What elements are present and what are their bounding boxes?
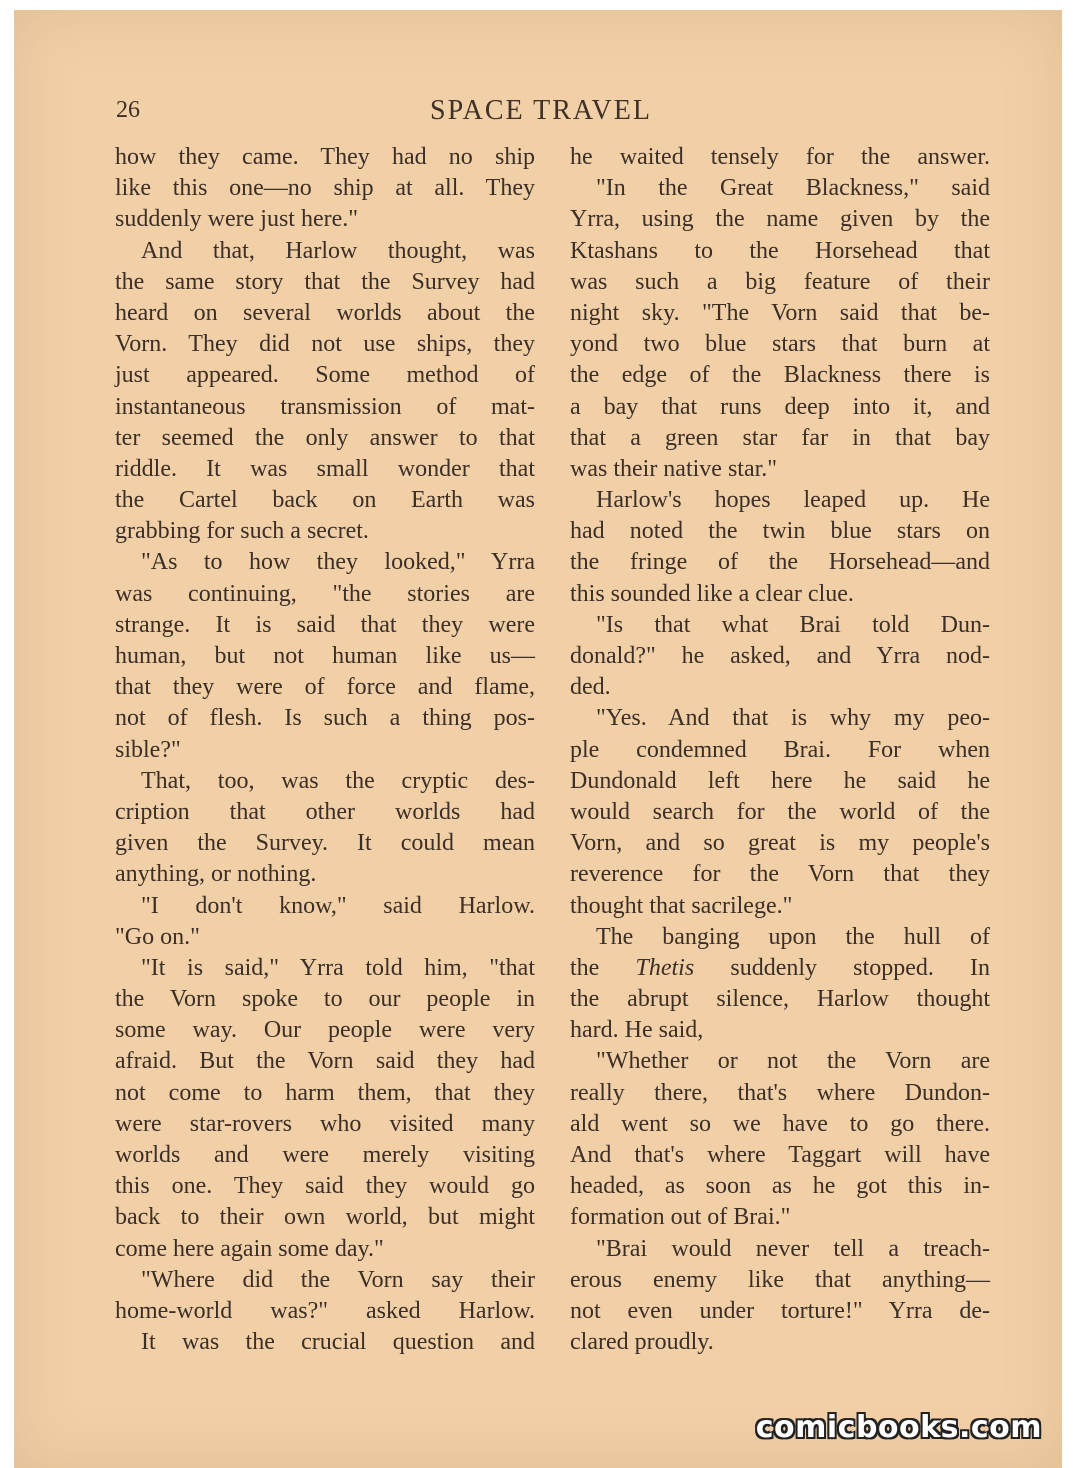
text-line: ded. (570, 674, 611, 701)
ship-name-italic: Thetis (635, 954, 695, 981)
text-line: "In the Great Blackness," said (596, 175, 990, 202)
text-line: night sky. "The Vorn said that be- (570, 299, 990, 326)
text-line: that a green star far in that bay (570, 424, 990, 451)
running-title: SPACE TRAVEL (430, 95, 652, 126)
text-line: cription that other worlds had (115, 798, 535, 825)
text-line: Vorn. They did not use ships, they (115, 331, 535, 358)
text-line: this sounded like a clear clue. (570, 580, 854, 607)
text-line: how they came. They had no ship (115, 144, 535, 170)
text-line: "Yes. And that is why my peo- (596, 705, 990, 732)
text-line: erous enemy like that anything— (570, 1266, 990, 1293)
text-line: human, but not human like us— (115, 643, 535, 669)
text-line: just appeared. Some method of (115, 362, 535, 389)
text-line: had noted the twin blue stars on (570, 518, 990, 545)
text-line: he waited tensely for the answer. (570, 144, 990, 170)
text-line: suddenly were just here." (115, 206, 359, 233)
text-line: Yrra, using the name given by the (570, 206, 990, 233)
text-line: "It is said," Yrra told him, "that (141, 954, 535, 981)
text-line: heard on several worlds about the (115, 299, 535, 326)
text-line: instantaneous transmission of mat- (115, 393, 535, 420)
page-number: 26 (116, 97, 140, 123)
text-column-right (570, 142, 990, 1358)
text-line: some way. Our people were very (115, 1017, 535, 1044)
text-line: clared proudly. (570, 1329, 714, 1356)
text-line: sible?" (115, 736, 181, 763)
text-line: "Go on." (115, 923, 200, 950)
text-line: strange. It is said that they were (115, 611, 535, 638)
text-line: the Cartel back on Earth was (115, 487, 535, 514)
text-line: It was the crucial question and (141, 1329, 535, 1356)
text-line: headed, as soon as he got this in- (570, 1173, 990, 1200)
text-line-with-italic: the Thetis suddenly stopped. In (570, 954, 991, 981)
text-line: "Is that what Brai told Dun- (596, 611, 990, 638)
text-line: Ktashans to the Horsehead that (570, 237, 990, 264)
text-line: ter seemed the only answer to that (115, 424, 535, 451)
text-line: really there, that's where Dundon- (570, 1079, 990, 1106)
text-line: "Brai would never tell a treach- (596, 1235, 990, 1262)
text-line: That, too, was the cryptic des- (141, 767, 535, 794)
text-line: like this one—no ship at all. They (115, 175, 535, 202)
text-line: was such a big feature of their (570, 268, 990, 295)
text-line: come here again some day." (115, 1235, 384, 1262)
text-line: formation out of Brai." (570, 1204, 791, 1231)
text-line: back to their own world, but might (115, 1204, 535, 1231)
text-line: donald?" he asked, and Yrra nod- (570, 643, 990, 669)
text-line: The banging upon the hull of (596, 923, 990, 950)
watermark-logo: comicbooks.com (755, 1410, 1042, 1445)
text-line: "Where did the Vorn say their (141, 1266, 535, 1293)
text-line: afraid. But the Vorn said they had (115, 1048, 535, 1075)
text-line: was their native star." (570, 455, 778, 482)
text-line: was continuing, "the stories are (115, 580, 535, 607)
text-line: grabbing for such a secret. (115, 518, 369, 545)
text-line: a bay that runs deep into it, and (570, 393, 990, 420)
text-line: this one. They said they would go (115, 1173, 535, 1200)
text-line: worlds and were merely visiting (115, 1142, 535, 1168)
text-line: Dundonald left here he said he (570, 767, 990, 794)
text-line: the fringe of the Horsehead—and (570, 549, 990, 576)
text-line: the same story that the Survey had (115, 268, 535, 295)
text-line: "Whether or not the Vorn are (596, 1048, 990, 1075)
text-line: Harlow's hopes leaped up. He (596, 487, 990, 514)
text-line: that they were of force and flame, (115, 674, 535, 701)
text-line: not even under torture!" Yrra de- (570, 1297, 990, 1324)
text-line: thought that sacrilege." (570, 892, 793, 919)
text-line: And that's where Taggart will have (570, 1142, 990, 1168)
text-line: the edge of the Blackness there is (570, 362, 990, 389)
text-line: hard. He said, (570, 1017, 704, 1044)
text-line: would search for the world of the (570, 798, 990, 825)
text-line: Vorn, and so great is my people's (570, 830, 990, 857)
text-line: the abrupt silence, Harlow thought (570, 986, 990, 1013)
text-line: anything, or nothing. (115, 861, 317, 888)
text-line: reverence for the Vorn that they (570, 861, 990, 888)
text-line: not come to harm them, that they (115, 1079, 535, 1106)
text-line: not of flesh. Is such a thing pos- (115, 705, 535, 732)
text-line: given the Survey. It could mean (115, 830, 535, 857)
text-line: ald went so we have to go there. (570, 1110, 990, 1137)
page-header (116, 95, 966, 129)
text-line: riddle. It was small wonder that (115, 455, 535, 482)
text-line: ple condemned Brai. For when (570, 736, 990, 763)
text-line: "I don't know," said Harlow. (141, 892, 535, 919)
text-line: were star-rovers who visited many (115, 1110, 535, 1137)
text-line: And that, Harlow thought, was (141, 237, 535, 264)
text-line: home-world was?" asked Harlow. (115, 1297, 535, 1324)
text-line: yond two blue stars that burn at (570, 331, 990, 358)
text-line: "As to how they looked," Yrra (141, 549, 535, 576)
text-line: the Vorn spoke to our people in (115, 986, 535, 1013)
text-column-left (115, 142, 535, 1358)
